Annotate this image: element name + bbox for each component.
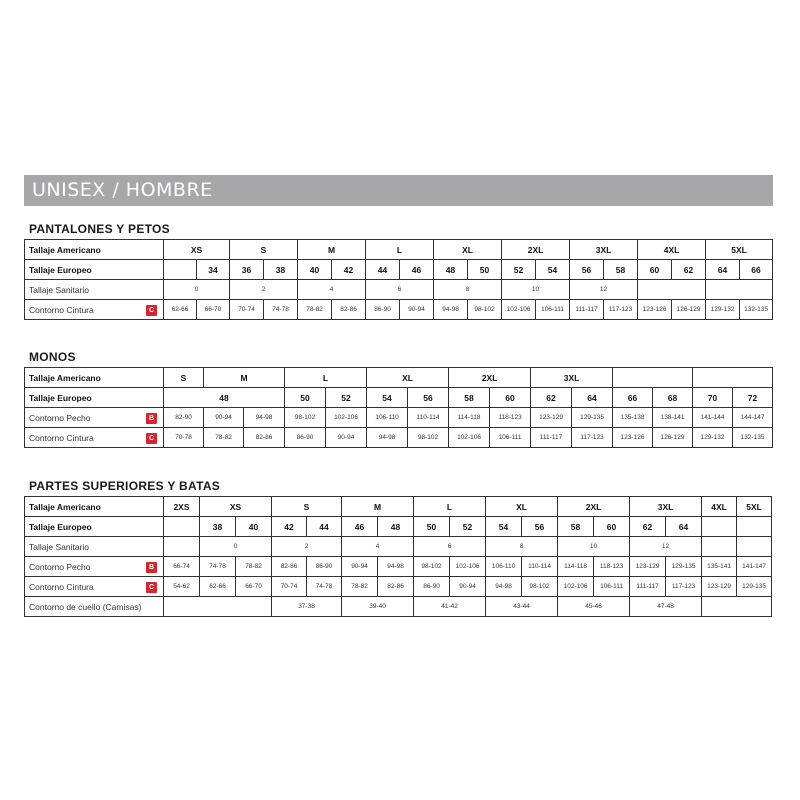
size-cell: 41-42 — [414, 597, 486, 617]
size-cell: 123-129 — [531, 408, 572, 428]
size-cell: 98-102 — [285, 408, 326, 428]
row-label-text: Contorno Cintura — [29, 581, 94, 592]
size-cell: 5XL — [737, 497, 772, 517]
size-cell: 110-114 — [522, 557, 558, 577]
size-cell: 144-147 — [733, 408, 773, 428]
size-cell: XS — [164, 240, 230, 260]
row-label — [25, 577, 164, 597]
size-cell: 106-110 — [486, 557, 522, 577]
size-cell: 132-135 — [740, 300, 773, 320]
size-cell: 135-141 — [702, 557, 737, 577]
size-cell: 62-66 — [164, 300, 197, 320]
size-cell: 56 — [522, 517, 558, 537]
size-cell: 64 — [572, 388, 613, 408]
size-cell: 3XL — [531, 368, 613, 388]
size-cell — [164, 260, 197, 280]
size-cell — [702, 597, 772, 617]
size-cell: 45-46 — [558, 597, 630, 617]
row-label: Tallaje Europeo — [25, 260, 164, 280]
size-cell: 58 — [449, 388, 490, 408]
size-cell: 78-82 — [342, 577, 378, 597]
size-cell: 102-106 — [502, 300, 536, 320]
size-cell: 10 — [502, 280, 570, 300]
size-cell: 40 — [298, 260, 332, 280]
size-cell: 44 — [366, 260, 400, 280]
row-label — [25, 428, 164, 448]
row-label: Contorno de cuello (Camisas) — [25, 597, 164, 617]
table-row — [25, 280, 773, 300]
size-cell: 40 — [236, 517, 272, 537]
size-cell: 46 — [400, 260, 434, 280]
size-cell — [613, 368, 693, 388]
size-cell — [164, 517, 200, 537]
size-cell: 90-94 — [450, 577, 486, 597]
size-cell: 135-138 — [613, 408, 653, 428]
size-cell: 74-78 — [264, 300, 298, 320]
size-cell: 54 — [536, 260, 570, 280]
size-cell: XL — [367, 368, 449, 388]
size-cell: 98-102 — [414, 557, 450, 577]
row-label: Tallaje Europeo — [25, 388, 164, 408]
size-cell — [693, 368, 773, 388]
size-cell: 70-74 — [230, 300, 264, 320]
size-cell: 98-102 — [522, 577, 558, 597]
size-cell: M — [342, 497, 414, 517]
badge-c-icon: C — [146, 433, 157, 444]
size-cell: 48 — [164, 388, 285, 408]
size-cell: 6 — [366, 280, 434, 300]
size-cell: 123-126 — [613, 428, 653, 448]
size-cell: 36 — [230, 260, 264, 280]
size-cell: 86-90 — [285, 428, 326, 448]
size-cell: 86-90 — [414, 577, 450, 597]
size-cell: 94-98 — [434, 300, 468, 320]
size-cell: 117-123 — [666, 577, 702, 597]
table-row — [25, 260, 773, 280]
size-cell: 38 — [264, 260, 298, 280]
row-label-text: Contorno Cintura — [29, 432, 94, 443]
size-cell: 46 — [342, 517, 378, 537]
size-cell: 106-110 — [367, 408, 408, 428]
size-cell: L — [285, 368, 367, 388]
partes-superiores-title: PARTES SUPERIORES Y BATAS — [29, 479, 221, 493]
size-cell: 3XL — [630, 497, 702, 517]
size-cell: 48 — [378, 517, 414, 537]
size-cell: 82-90 — [164, 408, 204, 428]
size-cell: 86-90 — [307, 557, 342, 577]
size-cell: 12 — [630, 537, 702, 557]
size-cell: 64 — [706, 260, 740, 280]
size-cell: 54 — [367, 388, 408, 408]
size-cell: 94-98 — [378, 557, 414, 577]
size-cell: 2 — [230, 280, 298, 300]
size-cell: 56 — [408, 388, 449, 408]
size-cell: 106-111 — [490, 428, 531, 448]
size-cell: 118-123 — [594, 557, 630, 577]
table-row — [25, 537, 772, 557]
size-cell: 123-129 — [702, 577, 737, 597]
size-cell: 94-98 — [367, 428, 408, 448]
size-cell: 2XS — [164, 497, 200, 517]
size-cell: 123-129 — [630, 557, 666, 577]
size-cell: 54 — [486, 517, 522, 537]
size-cell: 98-102 — [468, 300, 502, 320]
size-cell: 4 — [298, 280, 366, 300]
size-cell: 44 — [307, 517, 342, 537]
size-cell: 82-86 — [272, 557, 307, 577]
size-cell: 106-111 — [536, 300, 570, 320]
size-cell: 78-82 — [204, 428, 244, 448]
size-cell: XS — [200, 497, 272, 517]
size-cell: 62-66 — [200, 577, 236, 597]
size-cell: 70-74 — [272, 577, 307, 597]
size-cell: 50 — [285, 388, 326, 408]
size-cell: 111-117 — [531, 428, 572, 448]
size-cell: 90-94 — [326, 428, 367, 448]
size-cell: 4XL — [638, 240, 706, 260]
size-cell: 64 — [666, 517, 702, 537]
size-cell — [706, 280, 773, 300]
size-cell: 138-141 — [653, 408, 693, 428]
size-cell: 90-94 — [342, 557, 378, 577]
size-cell — [638, 280, 706, 300]
size-cell: S — [230, 240, 298, 260]
size-cell: 141-144 — [693, 408, 733, 428]
table-row — [25, 240, 773, 260]
size-cell: 111-117 — [630, 577, 666, 597]
row-label: Tallaje Sanitario — [25, 537, 164, 557]
size-cell: 102-106 — [326, 408, 367, 428]
size-cell: 98-102 — [408, 428, 449, 448]
size-cell: 4XL — [702, 497, 737, 517]
size-cell: 5XL — [706, 240, 773, 260]
size-cell: S — [272, 497, 342, 517]
table-row — [25, 557, 772, 577]
size-cell: M — [298, 240, 366, 260]
size-cell: 94-98 — [244, 408, 285, 428]
table-row — [25, 597, 772, 617]
size-cell: 2XL — [449, 368, 531, 388]
size-cell: 70-78 — [164, 428, 204, 448]
size-cell: 132-135 — [733, 428, 773, 448]
size-cell: 37-38 — [272, 597, 342, 617]
size-cell: 78-82 — [298, 300, 332, 320]
monos-title: MONOS — [29, 350, 76, 364]
size-cell: 102-106 — [449, 428, 490, 448]
size-cell: 58 — [604, 260, 638, 280]
size-cell: 60 — [638, 260, 672, 280]
size-cell: 129-135 — [737, 577, 772, 597]
row-label — [25, 408, 164, 428]
size-cell: S — [164, 368, 204, 388]
size-cell — [164, 537, 200, 557]
table-row — [25, 388, 773, 408]
size-cell: XL — [434, 240, 502, 260]
size-cell: 114-118 — [449, 408, 490, 428]
size-cell: 74-78 — [307, 577, 342, 597]
pantalones-title: PANTALONES Y PETOS — [29, 222, 170, 236]
size-cell: 39-40 — [342, 597, 414, 617]
size-cell — [702, 537, 737, 557]
size-cell: 74-78 — [200, 557, 236, 577]
size-cell: 4 — [342, 537, 414, 557]
size-cell: 78-82 — [236, 557, 272, 577]
size-cell: 110-114 — [408, 408, 449, 428]
size-cell: 50 — [414, 517, 450, 537]
size-cell: 0 — [164, 280, 230, 300]
size-cell: 10 — [558, 537, 630, 557]
size-cell: 129-132 — [693, 428, 733, 448]
size-cell: 66-74 — [164, 557, 200, 577]
table-row — [25, 577, 772, 597]
badge-c-icon: C — [146, 305, 157, 316]
size-cell — [737, 537, 772, 557]
size-cell: 66 — [740, 260, 773, 280]
size-cell: XL — [486, 497, 558, 517]
size-cell: 129-135 — [666, 557, 702, 577]
row-label — [25, 300, 164, 320]
banner-title: UNISEX / HOMBRE — [32, 179, 213, 201]
monos-table — [24, 367, 773, 448]
size-cell: 66-70 — [236, 577, 272, 597]
size-cell: 3XL — [570, 240, 638, 260]
size-cell: 62 — [672, 260, 706, 280]
size-cell: 129-132 — [706, 300, 740, 320]
size-cell: 0 — [200, 537, 272, 557]
partes-superiores-table — [24, 496, 772, 617]
size-cell: 66 — [613, 388, 653, 408]
size-cell: 126-129 — [672, 300, 706, 320]
size-cell: 82-86 — [332, 300, 366, 320]
table-row — [25, 300, 773, 320]
size-cell: 60 — [594, 517, 630, 537]
row-label-text: Contorno Cintura — [29, 304, 94, 315]
size-cell: 52 — [502, 260, 536, 280]
size-cell: L — [414, 497, 486, 517]
size-cell: 102-106 — [450, 557, 486, 577]
size-cell: 90-94 — [400, 300, 434, 320]
size-cell: 2 — [272, 537, 342, 557]
size-cell: 102-106 — [558, 577, 594, 597]
badge-b-icon: B — [146, 413, 157, 424]
table-row — [25, 497, 772, 517]
row-label: Tallaje Americano — [25, 240, 164, 260]
size-cell: 60 — [490, 388, 531, 408]
size-cell: 111-117 — [570, 300, 604, 320]
size-cell: 94-98 — [486, 577, 522, 597]
row-label: Tallaje Americano — [25, 497, 164, 517]
size-cell: 114-118 — [558, 557, 594, 577]
size-cell: 72 — [733, 388, 773, 408]
size-cell: 118-123 — [490, 408, 531, 428]
size-cell: 12 — [570, 280, 638, 300]
size-cell: 6 — [414, 537, 486, 557]
badge-b-icon: B — [146, 562, 157, 573]
size-cell: 38 — [200, 517, 236, 537]
size-cell: 62 — [531, 388, 572, 408]
size-cell — [164, 597, 272, 617]
row-label-text: Contorno Pecho — [29, 412, 91, 423]
size-cell: 42 — [332, 260, 366, 280]
size-cell: 2XL — [502, 240, 570, 260]
size-cell: 123-126 — [638, 300, 672, 320]
size-cell: 8 — [486, 537, 558, 557]
size-cell: 47-48 — [630, 597, 702, 617]
size-cell: 52 — [326, 388, 367, 408]
size-cell: 66-70 — [197, 300, 230, 320]
row-label: Tallaje Sanitario — [25, 280, 164, 300]
size-cell: 82-86 — [244, 428, 285, 448]
size-cell: 86-90 — [366, 300, 400, 320]
size-cell: 141-147 — [737, 557, 772, 577]
pantalones-table — [24, 239, 773, 320]
size-cell: 68 — [653, 388, 693, 408]
size-cell: 90-94 — [204, 408, 244, 428]
size-cell: 62 — [630, 517, 666, 537]
table-row — [25, 368, 773, 388]
section-banner — [24, 175, 773, 206]
size-cell: 58 — [558, 517, 594, 537]
size-cell: 48 — [434, 260, 468, 280]
size-cell: 70 — [693, 388, 733, 408]
row-label: Tallaje Americano — [25, 368, 164, 388]
row-label: Tallaje Europeo — [25, 517, 164, 537]
row-label — [25, 557, 164, 577]
size-cell: 82-86 — [378, 577, 414, 597]
size-cell: 129-135 — [572, 408, 613, 428]
badge-c-icon: C — [146, 582, 157, 593]
size-cell: 54-62 — [164, 577, 200, 597]
size-cell: 106-111 — [594, 577, 630, 597]
size-cell: 42 — [272, 517, 307, 537]
row-label-text: Contorno Pecho — [29, 561, 91, 572]
size-cell: 117-123 — [572, 428, 613, 448]
table-row — [25, 517, 772, 537]
size-cell: 50 — [468, 260, 502, 280]
size-cell — [702, 517, 737, 537]
size-cell: 34 — [197, 260, 230, 280]
size-cell: 126-129 — [653, 428, 693, 448]
size-cell: 8 — [434, 280, 502, 300]
size-cell: L — [366, 240, 434, 260]
size-cell: 56 — [570, 260, 604, 280]
table-row — [25, 428, 773, 448]
size-cell: 43-44 — [486, 597, 558, 617]
size-cell: 2XL — [558, 497, 630, 517]
size-cell: 117-123 — [604, 300, 638, 320]
size-cell: M — [204, 368, 285, 388]
size-cell — [737, 517, 772, 537]
size-cell: 52 — [450, 517, 486, 537]
table-row — [25, 408, 773, 428]
